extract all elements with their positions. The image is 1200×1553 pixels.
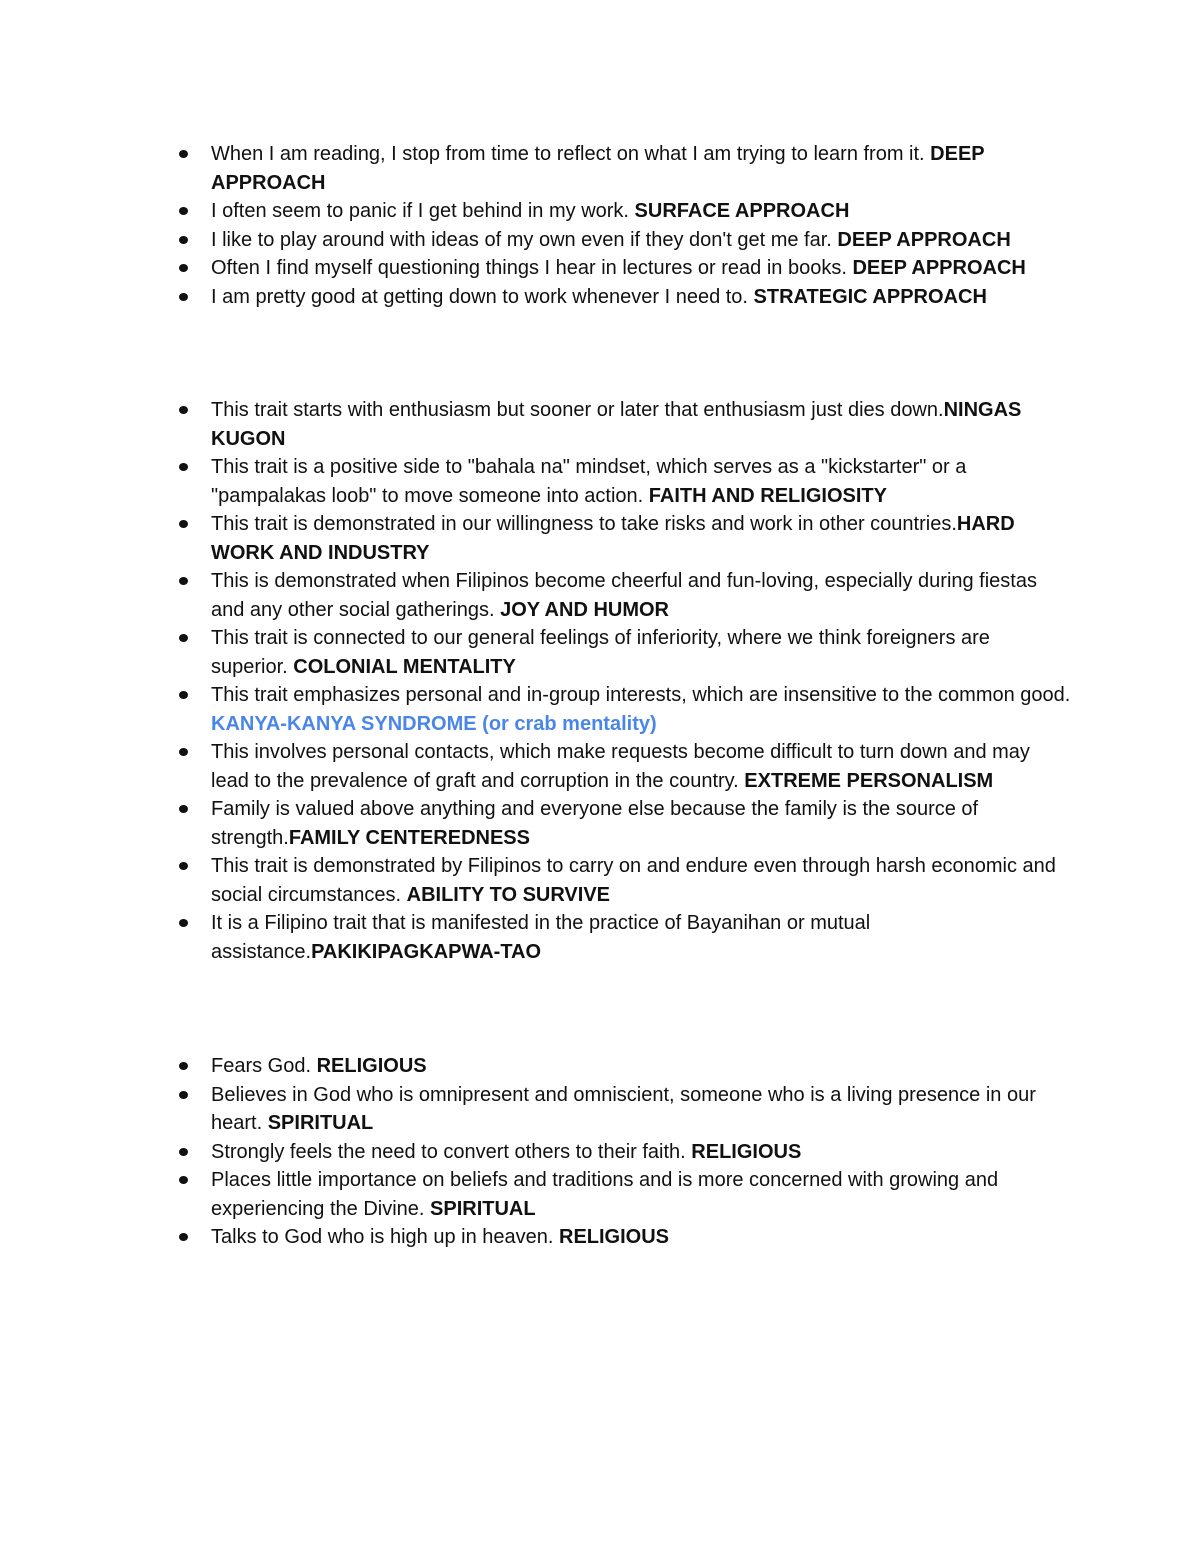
bullet-icon [179, 463, 188, 471]
item-answer: EXTREME PERSONALISM [744, 769, 994, 792]
list-item [211, 1223, 1071, 1252]
bullet-icon [179, 236, 188, 244]
list-item [211, 852, 1071, 909]
list-item [211, 1081, 1071, 1138]
item-text: This is demonstrated when Filipinos become cheerful and fun-loving, especially during fiestas and any other social gatherings. [211, 570, 1037, 621]
bullet-icon [179, 1148, 188, 1156]
bullet-icon [179, 577, 188, 585]
learning-approach-list [211, 140, 1071, 311]
bullet-icon [179, 207, 188, 215]
item-answer: PAKIKIPAGKAPWA-TAO [311, 940, 542, 963]
item-text: Often I find myself questioning things I hear in lectures or read in books. [211, 257, 853, 279]
bullet-icon [179, 634, 188, 642]
item-text: Strongly feels the need to convert others to their faith. [211, 1140, 692, 1163]
bullet-icon [179, 150, 188, 158]
item-answer: FAITH AND RELIGIOSITY [648, 484, 887, 507]
item-answer: DEEP APPROACH [852, 257, 1026, 279]
item-answer: FAMILY CENTEREDNESS [288, 826, 530, 849]
bullet-icon [179, 264, 188, 272]
item-answer: RELIGIOUS [559, 1226, 670, 1248]
bullet-icon [179, 1062, 188, 1070]
item-answer-highlighted: KANYA-KANYA SYNDROME (or crab mentality) [211, 712, 657, 735]
list-item [211, 795, 1071, 852]
item-text: Believes in God who is omnipresent and omniscient, someone who is a living presence in our heart. [211, 1083, 1036, 1134]
item-answer: RELIGIOUS [316, 1055, 427, 1077]
item-answer: DEEP APPROACH [837, 228, 1011, 251]
item-text: It is a Filipino trait that is manifested in the practice of Bayanihan or mutual assistance. [211, 912, 871, 963]
list-item [211, 140, 1071, 197]
item-answer: STRATEGIC APPROACH [753, 285, 987, 308]
item-text: This involves personal contacts, which make requests become difficult to turn down and may lead to the prevalence of graft and corruption in the country. [211, 741, 1030, 792]
bullet-icon [179, 1176, 188, 1184]
item-text: I am pretty good at getting down to work whenever I need to. [211, 285, 754, 308]
item-answer: SPIRITUAL [430, 1197, 536, 1220]
item-answer: HARD WORK AND INDUSTRY [211, 513, 1015, 564]
item-text: Talks to God who is high up in heaven. [211, 1226, 559, 1248]
item-text: I often seem to panic if I get behind in my work. [211, 200, 635, 222]
item-text: When I am reading, I stop from time to reflect on what I am trying to learn from it. [211, 143, 931, 165]
item-answer: SPIRITUAL [267, 1112, 374, 1134]
list-item [211, 1052, 1071, 1081]
bullet-icon [179, 862, 188, 870]
list-item [211, 624, 1071, 681]
item-answer: ABILITY TO SURVIVE [406, 883, 611, 906]
list-item [211, 909, 1071, 966]
bullet-icon [179, 1091, 188, 1099]
item-text: This trait is connected to our general feelings of inferiority, where we think foreigners are superior. [211, 627, 990, 678]
item-text: This trait starts with enthusiasm but sooner or later that enthusiasm just dies down. [211, 399, 944, 421]
list-item [211, 510, 1071, 567]
bullet-icon [179, 293, 188, 301]
item-answer: RELIGIOUS [691, 1140, 802, 1163]
list-item [211, 396, 1071, 453]
item-answer: JOY AND HUMOR [500, 598, 669, 621]
item-answer: DEEP APPROACH [211, 143, 985, 194]
religious-spiritual-list [211, 1052, 1071, 1252]
list-item [211, 738, 1071, 795]
bullet-icon [179, 691, 188, 699]
list-item [211, 1166, 1071, 1223]
list-item [211, 1138, 1071, 1167]
list-item [211, 283, 1071, 312]
item-answer: SURFACE APPROACH [634, 200, 850, 222]
item-text: This trait emphasizes personal and in-group interests, which are insensitive to the common good. [211, 684, 1071, 706]
item-answer: NINGAS KUGON [211, 399, 1022, 450]
bullet-icon [179, 520, 188, 528]
item-text: Places little importance on beliefs and traditions and is more concerned with growing and experiencing the Divine. [211, 1169, 999, 1220]
bullet-icon [179, 748, 188, 756]
bullet-icon [179, 406, 188, 414]
list-item [211, 567, 1071, 624]
item-text: Fears God. [211, 1055, 317, 1077]
list-item [211, 197, 1071, 226]
bullet-icon [179, 919, 188, 927]
list-item [211, 453, 1071, 510]
item-text: This trait is a positive side to "bahala na" mindset, which serves as a "kickstarter" or a "pampalakas loob" to move someone into action. [211, 456, 967, 507]
item-text: This trait is demonstrated by Filipinos to carry on and endure even through harsh economic and social circumstances. [211, 855, 1056, 906]
bullet-icon [179, 1233, 188, 1241]
list-item [211, 254, 1071, 283]
item-answer: COLONIAL MENTALITY [293, 655, 516, 678]
list-item [211, 226, 1071, 255]
filipino-traits-list [211, 396, 1071, 966]
item-text: I like to play around with ideas of my own even if they don't get me far. [211, 228, 838, 251]
item-text: This trait is demonstrated in our willingness to take risks and work in other countries. [211, 513, 957, 535]
item-text: Family is valued above anything and everyone else because the family is the source of strength. [211, 798, 979, 849]
bullet-icon [179, 805, 188, 813]
list-item [211, 681, 1071, 738]
